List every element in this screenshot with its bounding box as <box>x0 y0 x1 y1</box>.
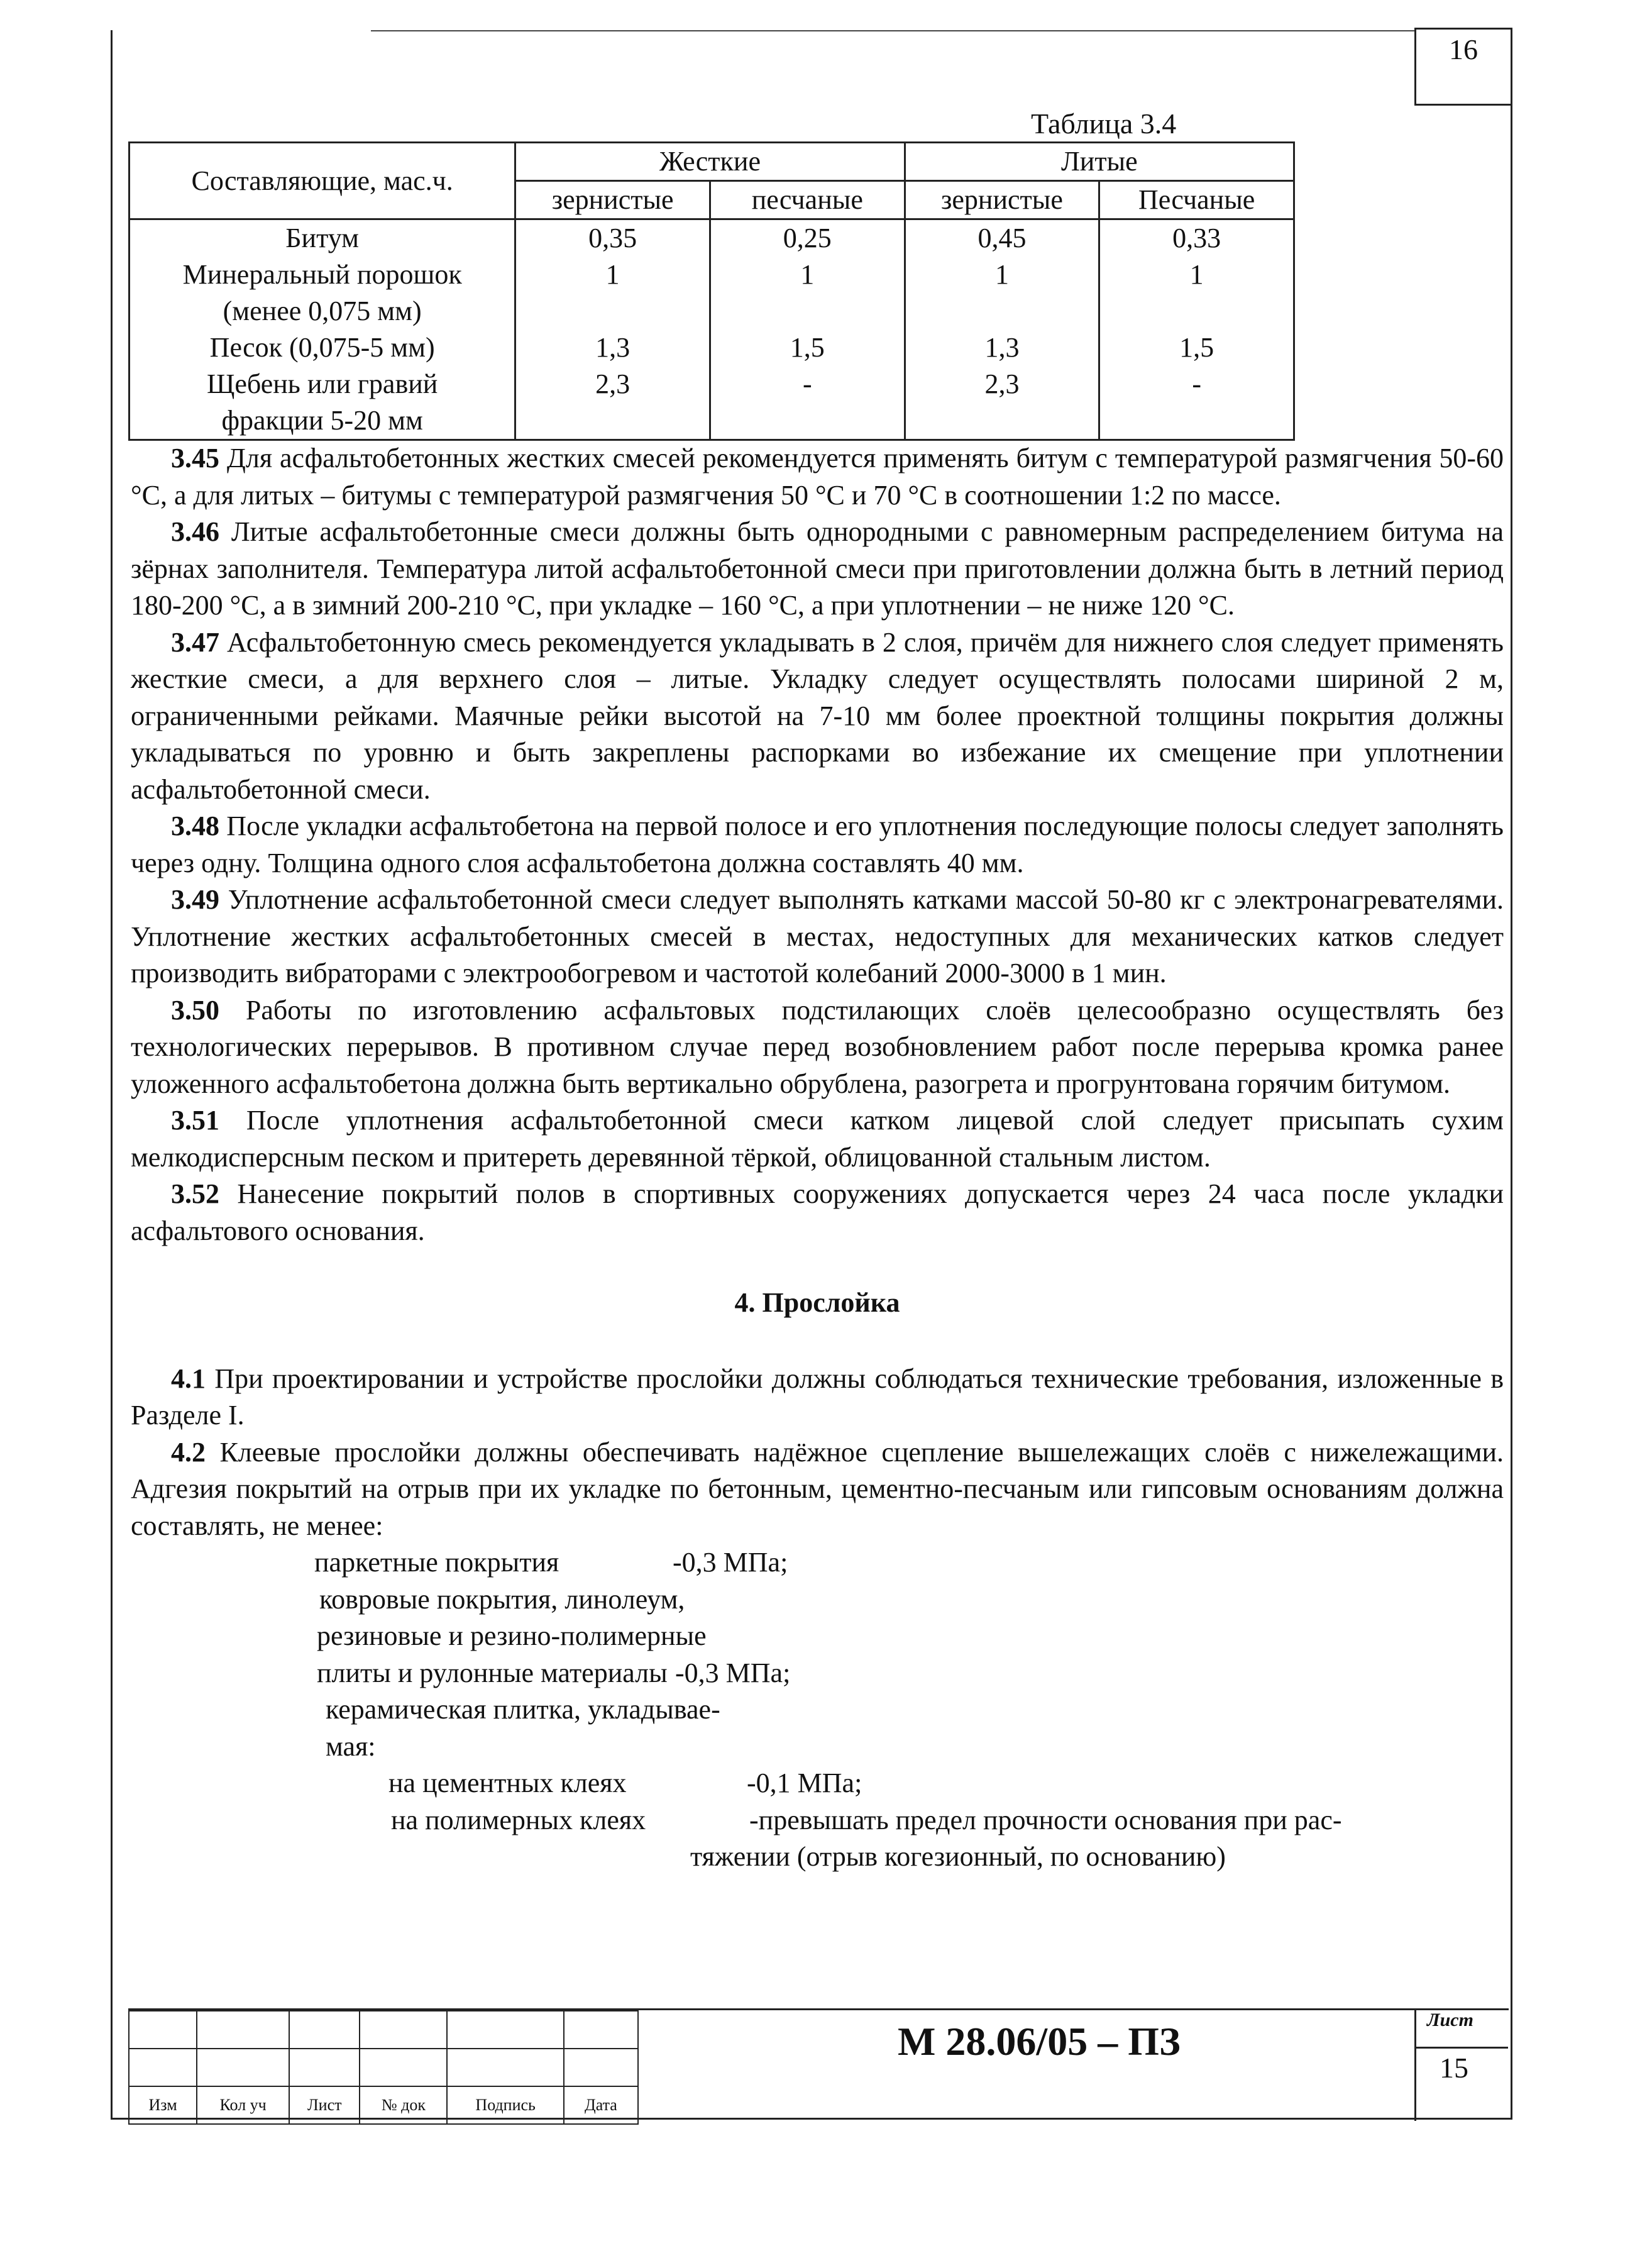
row-label: (менее 0,075 мм) <box>129 293 515 329</box>
cell: - <box>1099 366 1294 402</box>
table-row <box>129 402 1294 440</box>
list-item <box>131 1765 1504 1802</box>
table-row <box>129 329 1294 366</box>
requirement-label: резиновые и резино-полимерные <box>317 1620 707 1651</box>
paragraph-text: Клеевые прослойки должны обеспечивать надёжное сцепление вышележащих слоёв с нижележащими. Адгезия покрытий на отрыв при их укладке по бетонным, цементно-песчаным или гипсовым основаниям должна составлять, не менее: <box>131 1436 1504 1541</box>
header-rigid: Жесткие <box>515 143 905 181</box>
paragraph-3-49 <box>131 882 1504 992</box>
list-item <box>131 1655 1504 1692</box>
body-text <box>131 440 1504 1876</box>
table-row <box>129 219 1294 257</box>
cell <box>905 293 1099 329</box>
cell: 1 <box>515 257 710 293</box>
requirement-label: мая: <box>326 1730 376 1762</box>
paragraph-number: 3.49 <box>171 884 219 915</box>
list-item <box>131 1802 1504 1839</box>
page-number-box <box>1414 28 1512 106</box>
requirement-label: на полимерных клеях <box>391 1804 646 1835</box>
requirement-value: -0,3 МПа; <box>673 1547 788 1578</box>
stamp-col-doc: № док <box>360 2086 447 2124</box>
requirement-label: на цементных клеях <box>388 1768 627 1798</box>
requirements-list <box>131 1544 1504 1876</box>
paragraph-number: 3.47 <box>171 626 219 658</box>
cell: 1,5 <box>710 329 905 366</box>
paragraph-number: 3.52 <box>171 1178 219 1209</box>
cell: 0,45 <box>905 219 1099 257</box>
paragraph-text: Уплотнение асфальтобетонной смеси следует выполнять катками массой 50-80 кг с электронагревателями. Уплотнение жестких асфальтобетонных смесей в местах, недоступных для механических катков следует производить вибраторами с электрообогревом и частотой колебаний 2000-3000 в 1 мин. <box>131 884 1504 988</box>
cell: 0,25 <box>710 219 905 257</box>
paragraph-text: Литые асфальтобетонные смеси должны быть однородными с равномерным распределением битума на зёрнах заполнителя. Температура литой асфальтобетонной смеси при приготовлении должна быть в летний период 180-200 °С, а в зимний 200-210 °С, при укладке – 160 °С, а при уплотнении – не ниже 120 °С. <box>131 516 1504 621</box>
requirement-label: керамическая плитка, укладывае- <box>326 1694 720 1725</box>
subheader-1: песчаные <box>710 181 905 219</box>
subheader-0: зернистые <box>515 181 710 219</box>
document-code: М 28.06/05 – ПЗ <box>898 2019 1181 2064</box>
paragraph-3-46 <box>131 514 1504 624</box>
stamp-grid <box>128 2010 639 2125</box>
paragraph-number: 3.48 <box>171 811 219 841</box>
paragraph-3-51 <box>131 1102 1504 1176</box>
requirement-value: -0,3 МПа; <box>675 1657 791 1688</box>
frame-top-line <box>371 30 1414 31</box>
cell: - <box>710 366 905 402</box>
stamp-col-izm: Изм <box>129 2086 197 2124</box>
row-label: Песок (0,075-5 мм) <box>129 329 515 366</box>
requirement-value: -превышать предел прочности основания при рас- <box>749 1804 1342 1835</box>
composition-table <box>128 141 1295 441</box>
list-item <box>131 1729 1504 1766</box>
paragraph-number: 4.2 <box>171 1436 206 1468</box>
paragraph-3-52 <box>131 1176 1504 1249</box>
row-label: Битум <box>129 219 515 257</box>
stamp-col-date: Дата <box>564 2086 638 2124</box>
list-item <box>131 1544 1504 1581</box>
paragraph-text: Для асфальтобетонных жестких смесей рекомендуется применять битум с температурой размягчения 50-60 °С, а для литых – битумы с температурой размягчения 50 °С и 70 °С в соотношении 1:2 по массе. <box>131 443 1504 511</box>
sheet-number: 15 <box>1440 2052 1468 2084</box>
subheader-3: Песчаные <box>1099 181 1294 219</box>
page-number: 16 <box>1449 33 1478 65</box>
cell <box>710 402 905 440</box>
requirement-label: плиты и рулонные материалы <box>317 1657 668 1688</box>
cell <box>515 293 710 329</box>
cell: 1 <box>1099 257 1294 293</box>
cell <box>710 293 905 329</box>
header-components: Составляющие, мас.ч. <box>129 143 515 219</box>
cell: 2,3 <box>905 366 1099 402</box>
stamp-col-signature: Подпись <box>447 2086 563 2124</box>
paragraph-3-47 <box>131 624 1504 809</box>
paragraph-3-48 <box>131 808 1504 882</box>
requirement-value <box>678 1581 1504 1618</box>
paragraph-text: Асфальтобетонную смесь рекомендуется укладывать в 2 слоя, причём для нижнего слоя следует применять жесткие смеси, а для верхнего слоя – литые. Укладку следует осуществлять полосами шириной 2 м, ограниченными рейками. Маячные рейки высотой на 7-10 мм более проектной толщины покрытия должны укладываться по уровню и быть закреплены распорками во избежание их смещение при уплотнении асфальтобетонной смеси. <box>131 626 1504 805</box>
requirement-value: -0,1 МПа; <box>747 1768 862 1798</box>
cell <box>905 402 1099 440</box>
header-cast: Литые <box>905 143 1294 181</box>
paragraph-text: После укладки асфальтобетона на первой полосе и его уплотнения последующие полосы следует заполнять через одну. Толщина одного слоя асфальтобетона должна составлять 40 мм. <box>131 811 1504 878</box>
sheet-divider <box>1416 2047 1508 2049</box>
cell: 0,35 <box>515 219 710 257</box>
paragraph-number: 3.50 <box>171 994 219 1026</box>
cell: 1 <box>710 257 905 293</box>
stamp-col-kol-uch: Кол уч <box>197 2086 289 2124</box>
requirement-label: ковровые покрытия, линолеум, <box>319 1583 685 1615</box>
list-item <box>131 1581 1504 1618</box>
sheet-label: Лист <box>1427 2010 1473 2030</box>
paragraph-number: 3.45 <box>171 443 219 473</box>
list-item <box>131 1691 1504 1729</box>
paragraph-number: 4.1 <box>171 1363 206 1394</box>
requirement-label: паркетные покрытия <box>314 1547 559 1578</box>
cell: 0,33 <box>1099 219 1294 257</box>
stamp-block <box>128 2008 1509 2121</box>
paragraph-number: 3.46 <box>171 516 219 547</box>
paragraph-3-45 <box>131 440 1504 514</box>
row-label: Минеральный порошок <box>129 257 515 293</box>
paragraph-number: 3.51 <box>171 1105 219 1136</box>
paragraph-4-1 <box>131 1361 1504 1434</box>
list-item <box>131 1618 1504 1655</box>
paragraph-4-2 <box>131 1434 1504 1545</box>
requirement-value <box>684 1691 1504 1729</box>
cell: 2,3 <box>515 366 710 402</box>
section-title: 4. Прослойка <box>734 1287 900 1318</box>
paragraph-text: Нанесение покрытий полов в спортивных сооружениях допускается через 24 часа после укладки асфальтового основания. <box>131 1178 1504 1246</box>
paragraph-3-50 <box>131 992 1504 1103</box>
requirement-value: тяжении (отрыв когезионный, по основанию) <box>690 1841 1226 1872</box>
cell <box>1099 402 1294 440</box>
list-item <box>131 1839 1504 1876</box>
table-caption: Таблица 3.4 <box>1031 108 1177 140</box>
paragraph-text: После уплотнения асфальтобетонной смеси катком лицевой слой следует присыпать сухим мелкодисперсным песком и притереть деревянной тёркой, облицованной стальным листом. <box>131 1105 1504 1173</box>
paragraph-text: Работы по изготовлению асфальтовых подстилающих слоёв целесообразно осуществлять без технологических перерывов. В противном случае перед возобновлением работ после перерыва кромка ранее уложенного асфальтобетона должна быть вертикально обрублена, разогрета и прогрунтована горячим битумом. <box>131 994 1504 1099</box>
stamp-col-list: Лист <box>289 2086 360 2124</box>
cell: 1,5 <box>1099 329 1294 366</box>
subheader-2: зернистые <box>905 181 1099 219</box>
row-label: Щебень или гравий <box>129 366 515 402</box>
table-row <box>129 257 1294 293</box>
paragraph-text: При проектировании и устройстве прослойки должны соблюдаться технические требования, изложенные в Разделе I. <box>131 1363 1504 1430</box>
cell <box>1099 293 1294 329</box>
requirement-value <box>684 1729 1504 1766</box>
cell: 1,3 <box>515 329 710 366</box>
table-row <box>129 366 1294 402</box>
cell: 1,3 <box>905 329 1099 366</box>
cell <box>515 402 710 440</box>
requirement-value <box>675 1618 1504 1655</box>
table-row <box>129 293 1294 329</box>
cell: 1 <box>905 257 1099 293</box>
row-label: фракции 5-20 мм <box>129 402 515 440</box>
